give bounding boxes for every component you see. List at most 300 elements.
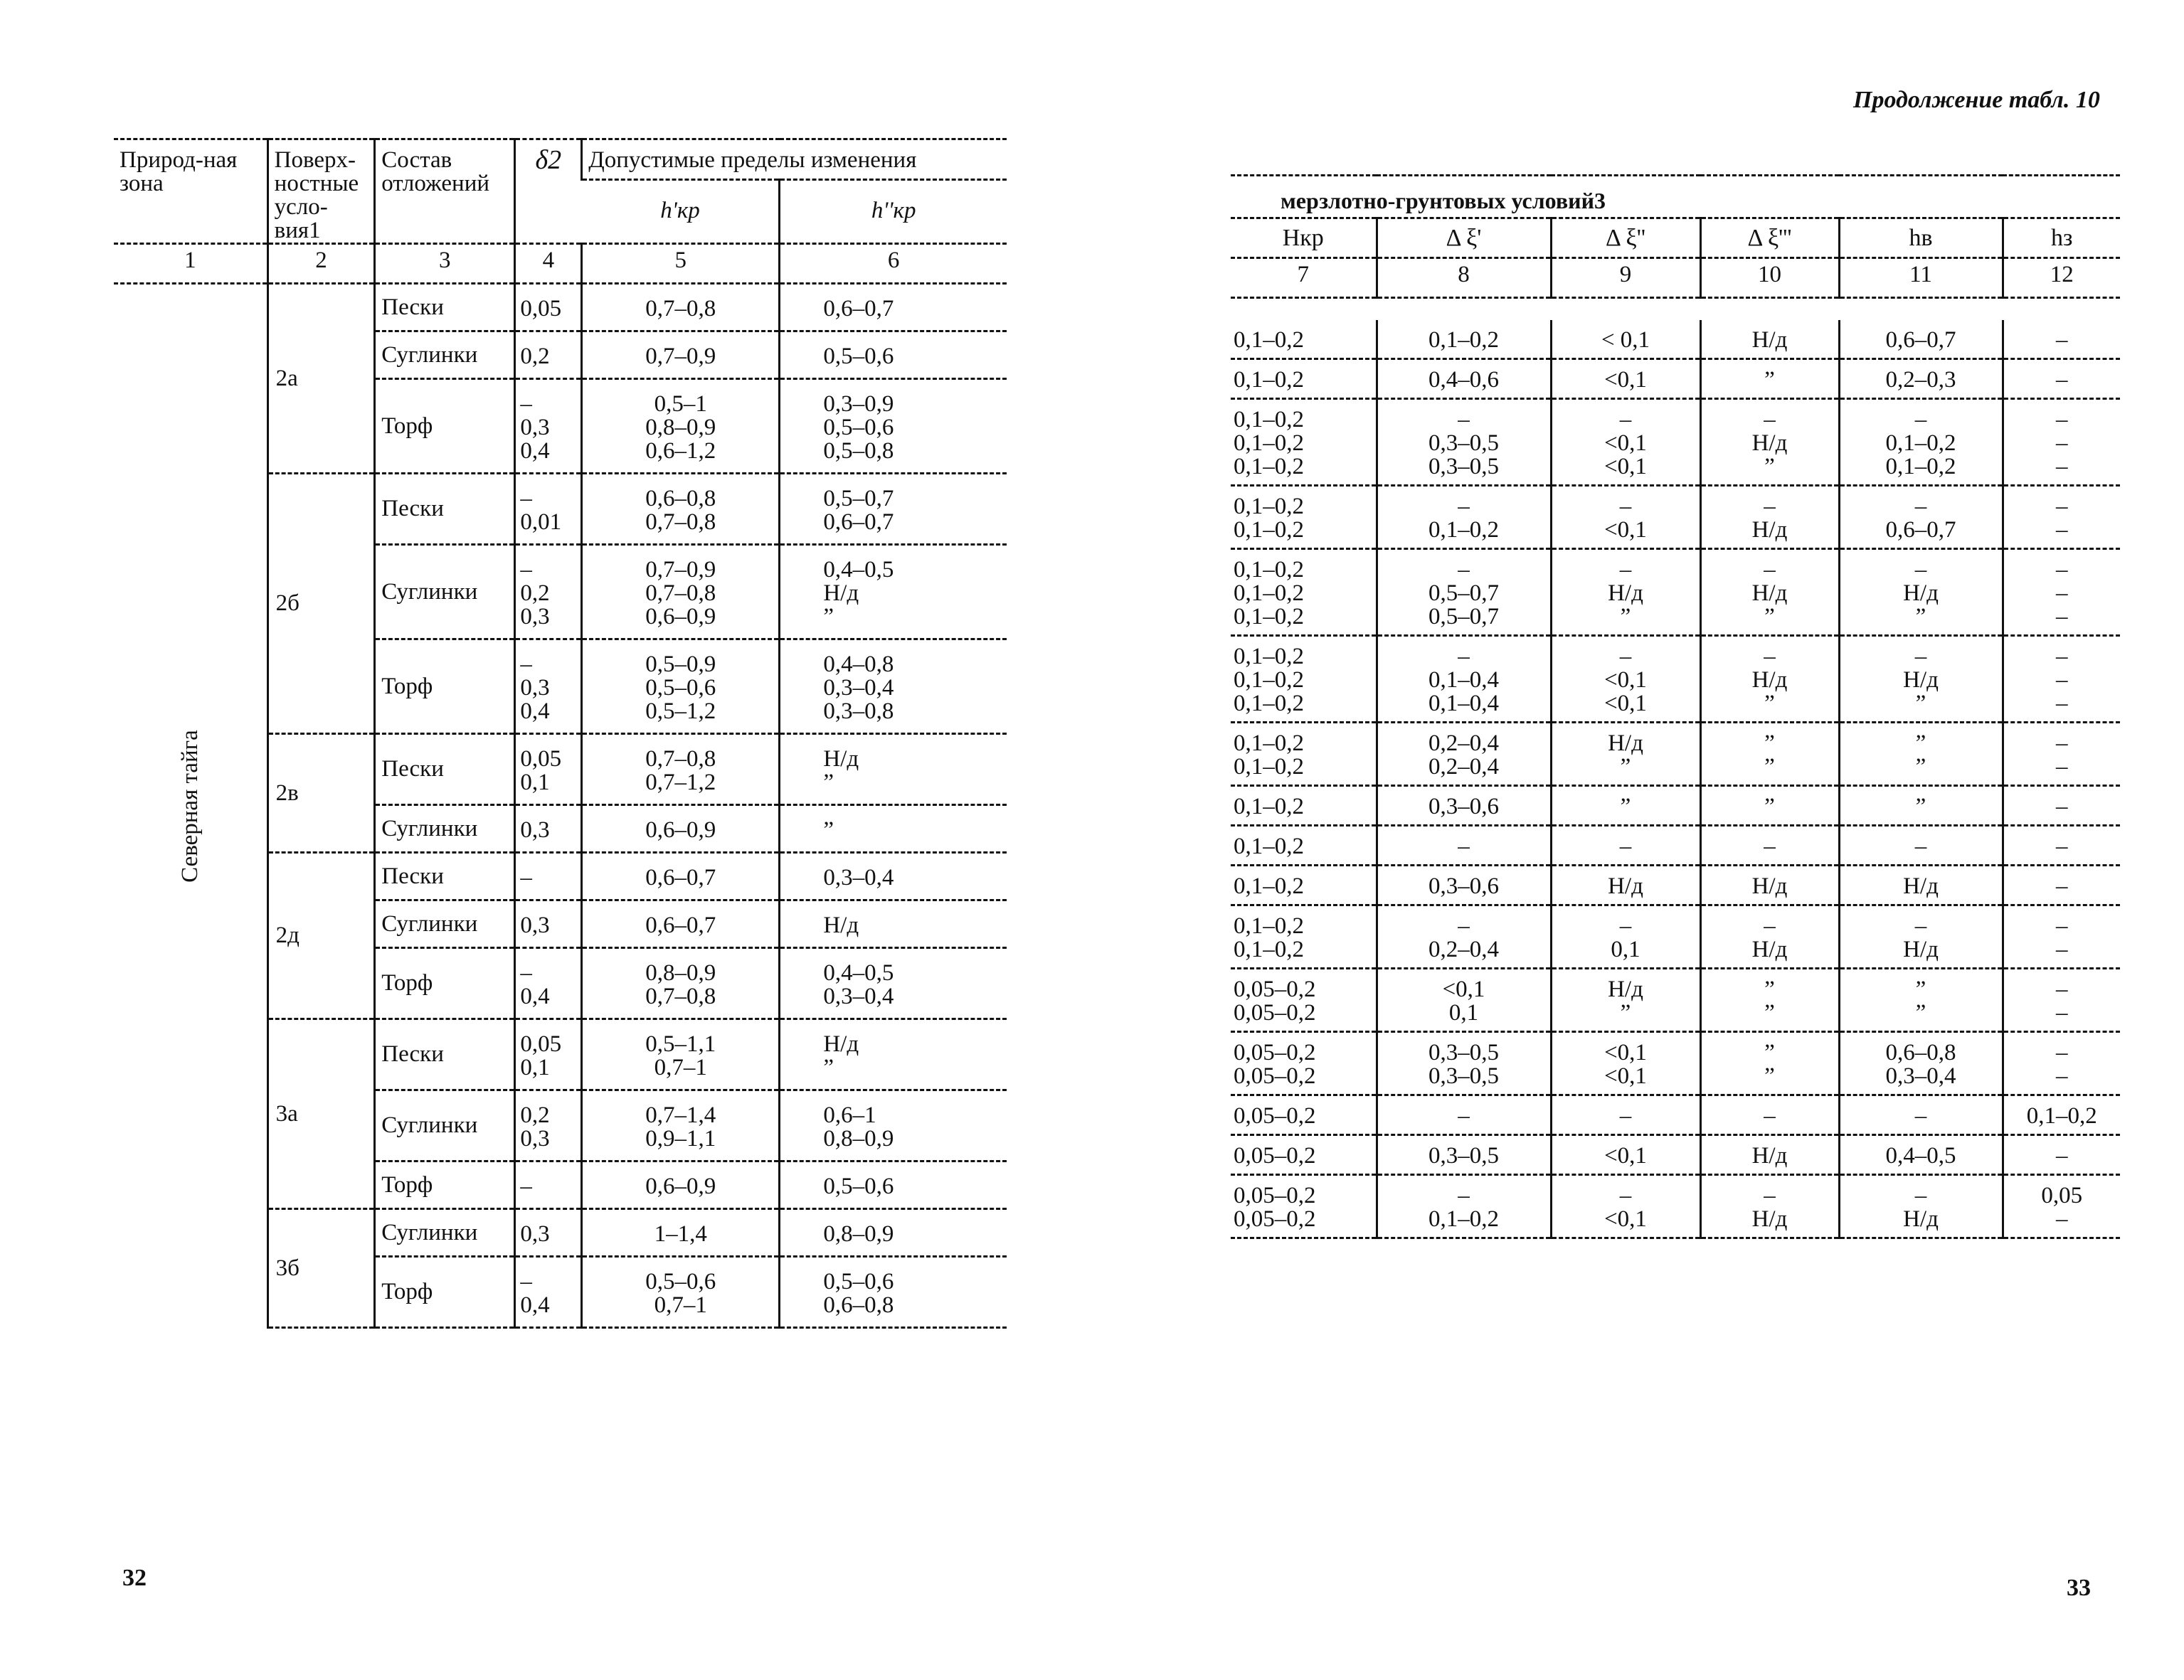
cell-line: 0,3–0,5: [1428, 1063, 1499, 1089]
cell-line: –: [2056, 691, 2068, 716]
table-cell: [1839, 399, 2003, 486]
h2-cell: [780, 379, 1007, 474]
cell-line: <0,1: [1604, 1063, 1647, 1089]
table-cell: [1231, 359, 1377, 399]
cell-line: 0,7–0,8: [645, 296, 716, 321]
table-cell: [1377, 1095, 1551, 1135]
cell-line: 0,5–0,6: [823, 1269, 894, 1294]
cell-line: 0,4: [520, 984, 550, 1009]
table-cell: [1231, 1095, 1377, 1135]
group-cell: 3б: [267, 1209, 375, 1328]
spacer-cell: [1231, 298, 1377, 321]
cell-line: Н/д: [1608, 580, 1643, 606]
cell-line: Н/д: [1903, 667, 1939, 693]
table-cell: [1700, 826, 1839, 866]
cell-line: 0,05: [520, 296, 562, 321]
table-cell: [1551, 969, 1700, 1032]
cell-line: –: [1458, 644, 1470, 669]
cell-line: –: [520, 1174, 532, 1199]
h2-cell: [780, 331, 1007, 379]
table-cell: [1377, 486, 1551, 549]
cell-line: <0,1: [1604, 1143, 1647, 1169]
table-row: [1231, 866, 2120, 905]
cell-line: –: [2056, 430, 2068, 456]
table-cell: [1839, 1095, 2003, 1135]
cell-line: <0,1: [1604, 691, 1647, 716]
cell-line: –: [1764, 834, 1776, 859]
table-cell: [2003, 786, 2120, 826]
table-cell: [1377, 636, 1551, 723]
cell-line: –: [1914, 494, 1927, 519]
cell-line: 0,7–0,8: [645, 580, 716, 606]
h2-cell: [780, 1019, 1007, 1090]
h2-cell: [780, 948, 1007, 1019]
cell-line: –: [520, 391, 532, 417]
cell-line: –: [1914, 834, 1927, 859]
h1-cell: [582, 639, 780, 734]
delta-cell: [515, 853, 582, 900]
table-cell: [1700, 1175, 1839, 1238]
table-row: [1231, 320, 2120, 359]
cell-line: –: [1914, 407, 1927, 432]
table-cell: [1377, 1135, 1551, 1175]
cell-line: 0,6–1: [823, 1102, 876, 1128]
cell-line: 0,1–0,2: [1885, 454, 1956, 479]
table-cell: [1700, 866, 1839, 905]
spacer-cell: [1551, 298, 1700, 321]
column-header: Hкр: [1231, 218, 1377, 258]
cell-line: ”: [1915, 1000, 1926, 1026]
table-cell: [2003, 486, 2120, 549]
cell-line: 0,8–0,9: [823, 1126, 894, 1152]
header-zone: Природ-ная зона: [114, 139, 267, 244]
h2-cell: [780, 734, 1007, 805]
cell-line: 0,6–0,7: [823, 509, 894, 535]
cell-line: –: [2056, 494, 2068, 519]
cell-line: 0,5–0,6: [645, 1269, 716, 1294]
cell-line: 0,3–0,5: [1428, 1040, 1499, 1065]
table-cell: [2003, 723, 2120, 786]
h1-cell: [582, 853, 780, 900]
cell-line: 0,4–0,8: [823, 652, 894, 677]
cell-line: –: [2056, 977, 2068, 1002]
cell-line: 0,1–0,2: [1234, 937, 1304, 962]
page-number: 33: [2067, 1575, 2091, 1601]
cell-line: –: [1914, 557, 1927, 583]
cell-line: ”: [1915, 691, 1926, 716]
cell-line: 0,2: [520, 580, 550, 606]
cell-line: 0,1–0,2: [1234, 754, 1304, 780]
cell-line: –: [1458, 1103, 1470, 1129]
cell-line: –: [2056, 407, 2068, 432]
column-number: 7: [1231, 258, 1377, 298]
cell-line: 0,1–0,2: [1234, 557, 1304, 583]
cell-line: 0,6–0,7: [1885, 517, 1956, 543]
cell-line: 0,6–0,9: [645, 604, 716, 629]
cell-line: –: [2056, 1040, 2068, 1065]
cell-line: 0,7–0,9: [645, 344, 716, 369]
cell-line: Н/д: [1751, 580, 1788, 606]
right-page: [1092, 0, 2184, 1680]
cell-line: 0,1–0,2: [1428, 1206, 1499, 1232]
table-row: [1231, 1032, 2120, 1095]
table-cell: [1231, 549, 1377, 636]
cell-line: Н/д: [823, 913, 859, 938]
cell-line: –: [1458, 1183, 1470, 1208]
table-cell: [1839, 723, 2003, 786]
cell-line: 0,6–1,2: [645, 438, 716, 464]
cell-line: –: [1764, 407, 1776, 432]
cell-line: ”: [1620, 1000, 1631, 1026]
cell-line: 0,1–0,2: [1428, 517, 1499, 543]
delta-cell: [515, 474, 582, 545]
h1-cell: [582, 1161, 780, 1209]
column-header: Δ ξ': [1377, 218, 1551, 258]
cell-line: ”: [1764, 794, 1775, 819]
column-number: 8: [1377, 258, 1551, 298]
column-header: hз: [2003, 218, 2120, 258]
cell-line: –: [2056, 834, 2068, 859]
cell-line: 0,05–0,2: [1234, 1206, 1316, 1232]
cell-line: –: [1619, 1183, 1632, 1208]
cell-line: –: [1914, 644, 1927, 669]
cell-line: 0,1–0,4: [1428, 667, 1499, 693]
cell-line: 0,1–0,2: [1428, 327, 1499, 353]
table-cell: [1700, 320, 1839, 359]
cell-line: ”: [823, 1055, 834, 1080]
cell-line: Н/д: [1751, 937, 1788, 962]
table-row: [1231, 826, 2120, 866]
cell-line: 0,5–1,1: [645, 1031, 716, 1057]
table-row: [1231, 486, 2120, 549]
cell-line: –: [520, 960, 532, 986]
table-cell: [1551, 399, 1700, 486]
h1-cell: [582, 948, 780, 1019]
cell-line: 0,8–0,9: [645, 960, 716, 986]
cell-line: –: [2056, 517, 2068, 543]
cell-line: <0,1: [1442, 977, 1485, 1002]
cell-line: 0,3–0,4: [823, 984, 894, 1009]
table-cell: [1231, 905, 1377, 969]
cell-line: 0,1–0,2: [2026, 1103, 2097, 1129]
column-header: hв: [1839, 218, 2003, 258]
cell-line: 0,1–0,4: [1428, 691, 1499, 716]
cell-line: <0,1: [1604, 430, 1647, 456]
cell-line: –: [1764, 1103, 1776, 1129]
cell-line: –: [2056, 730, 2068, 756]
cell-line: Н/д: [1751, 517, 1788, 543]
cell-line: 0,05: [520, 746, 562, 772]
table-cell: [1231, 1135, 1377, 1175]
column-number: 11: [1839, 258, 2003, 298]
cell-line: Н/д: [1751, 327, 1788, 353]
cell-line: –: [2056, 937, 2068, 962]
cell-line: –: [1764, 913, 1776, 939]
cell-line: 0,1: [1611, 937, 1640, 962]
cell-line: 0,3–0,4: [823, 865, 894, 890]
left-table: [114, 138, 1007, 1329]
cell-line: 0,3–0,4: [823, 675, 894, 701]
soil-cell: Суглинки: [375, 331, 515, 379]
cell-line: 0,5–0,6: [823, 344, 894, 369]
table-cell: [1700, 1095, 1839, 1135]
soil-cell: Суглинки: [375, 1209, 515, 1257]
cell-line: ”: [1764, 604, 1775, 629]
cell-line: Н/д: [1751, 1206, 1788, 1232]
h1-cell: [582, 1257, 780, 1328]
cell-line: 0,3–0,8: [823, 698, 894, 724]
cell-line: ”: [1915, 977, 1926, 1002]
table-cell: [1377, 320, 1551, 359]
table-cell: [1700, 1032, 1839, 1095]
soil-cell: Пески: [375, 474, 515, 545]
cell-line: 0,05–0,2: [1234, 1000, 1316, 1026]
cell-line: –: [1764, 1183, 1776, 1208]
cell-line: 0,1: [1448, 1000, 1479, 1026]
h2-cell: [780, 1209, 1007, 1257]
table-cell: [1377, 905, 1551, 969]
cell-line: 0,1–0,2: [1234, 873, 1304, 899]
h2-cell: [780, 805, 1007, 853]
table-cell: [1700, 359, 1839, 399]
table-cell: [1551, 905, 1700, 969]
delta-cell: [515, 545, 582, 639]
cell-line: 0,6–0,8: [645, 486, 716, 511]
cell-line: –: [2056, 1143, 2068, 1169]
table-cell: [1551, 1032, 1700, 1095]
h1-cell: [582, 1090, 780, 1161]
table-cell: [1839, 905, 2003, 969]
spacer-cell: [1377, 298, 1551, 321]
soil-cell: Суглинки: [375, 805, 515, 853]
cell-line: ”: [1764, 1040, 1775, 1065]
cell-line: –: [2056, 1063, 2068, 1089]
cell-line: Н/д: [1608, 730, 1643, 756]
cell-line: 0,5–0,7: [1428, 604, 1499, 629]
table-cell: [1700, 486, 1839, 549]
cell-line: –: [520, 652, 532, 677]
delta-cell: [515, 331, 582, 379]
cell-line: ”: [1620, 794, 1631, 819]
cell-line: ”: [1620, 754, 1631, 780]
soil-cell: Суглинки: [375, 545, 515, 639]
table-cell: [1551, 636, 1700, 723]
cell-line: <0,1: [1604, 454, 1647, 479]
h1-cell: [582, 805, 780, 853]
cell-line: –: [1619, 494, 1632, 519]
soil-cell: Суглинки: [375, 900, 515, 948]
table-cell: [1551, 320, 1700, 359]
cell-line: 0,1–0,2: [1234, 407, 1304, 432]
table-cell: [1839, 786, 2003, 826]
cell-line: 0,7–1,2: [645, 770, 716, 795]
column-header: Δ ξ'': [1551, 218, 1700, 258]
spacer-cell: [2003, 298, 2120, 321]
cell-line: 0,3–0,5: [1428, 1143, 1499, 1169]
cell-line: 0,4–0,5: [823, 557, 894, 583]
h1-cell: [582, 545, 780, 639]
cell-line: 0,7–0,8: [645, 746, 716, 772]
cell-line: 0,8–0,9: [645, 415, 716, 440]
zone-cell: [114, 284, 267, 1328]
table-cell: [1551, 486, 1700, 549]
cell-line: <0,1: [1604, 667, 1647, 693]
column-number: 1: [114, 244, 267, 284]
cell-line: ”: [1915, 730, 1926, 756]
cell-line: –: [1914, 913, 1927, 939]
table-cell: [1551, 1135, 1700, 1175]
cell-line: 0,5–1,2: [645, 698, 716, 724]
table-cell: [1839, 549, 2003, 636]
soil-cell: Торф: [375, 379, 515, 474]
cell-line: 0,05–0,2: [1234, 1063, 1316, 1089]
cell-line: –: [1619, 557, 1632, 583]
table-cell: [2003, 359, 2120, 399]
cell-line: –: [1458, 407, 1470, 432]
cell-line: –: [1914, 1103, 1927, 1129]
cell-line: 0,3: [520, 1126, 550, 1152]
header-surface: Поверх-ностные усло-вия1: [267, 139, 375, 244]
table-row: [1231, 1135, 2120, 1175]
cell-line: 0,1–0,2: [1234, 580, 1304, 606]
table-cell: [2003, 636, 2120, 723]
table-cell: [2003, 1135, 2120, 1175]
cell-line: Н/д: [1608, 977, 1643, 1002]
cell-line: 0,2–0,4: [1428, 730, 1499, 756]
cell-line: 0,3–0,6: [1428, 794, 1499, 819]
table-cell: [1231, 320, 1377, 359]
table-row: [1231, 399, 2120, 486]
cell-line: 1–1,4: [654, 1221, 707, 1247]
cell-line: –: [2056, 794, 2068, 819]
h1-cell: [582, 1019, 780, 1090]
column-number: 12: [2003, 258, 2120, 298]
delta-cell: [515, 734, 582, 805]
table-cell: [1551, 1175, 1700, 1238]
cell-line: Н/д: [1903, 1206, 1939, 1232]
table-cell: [1551, 826, 1700, 866]
cell-line: 0,6–0,8: [823, 1292, 894, 1318]
table-cell: [1700, 399, 1839, 486]
table-cell: [1700, 1135, 1839, 1175]
h2-cell: [780, 284, 1007, 331]
cell-line: < 0,1: [1601, 327, 1650, 353]
cell-line: ”: [823, 770, 834, 795]
cell-line: 0,5–0,7: [1428, 580, 1499, 606]
cell-line: 0,1–0,2: [1234, 494, 1304, 519]
cell-line: –: [1458, 557, 1470, 583]
h2-cell: [780, 853, 1007, 900]
delta-cell: [515, 284, 582, 331]
cell-line: 0,1–0,2: [1234, 913, 1304, 939]
cell-line: ”: [1915, 794, 1926, 819]
h1-cell: [582, 734, 780, 805]
cell-line: 0,5–0,7: [823, 486, 894, 511]
cell-line: 0,9–1,1: [645, 1126, 716, 1152]
cell-line: ”: [1764, 691, 1775, 716]
cell-line: 0,7–1: [654, 1292, 707, 1318]
h2-cell: [780, 1090, 1007, 1161]
cell-line: –: [2056, 454, 2068, 479]
delta-cell: [515, 1161, 582, 1209]
cell-line: 0,4: [520, 698, 550, 724]
cell-line: 0,6–0,7: [645, 865, 716, 890]
cell-line: ”: [823, 817, 834, 843]
cell-line: 0,7–0,8: [645, 984, 716, 1009]
table-cell: [1231, 826, 1377, 866]
soil-cell: Пески: [375, 734, 515, 805]
cell-line: –: [2056, 644, 2068, 669]
cell-line: 0,1–0,2: [1234, 667, 1304, 693]
cell-line: –: [1764, 644, 1776, 669]
cell-line: ”: [1764, 754, 1775, 780]
group-cell: 3а: [267, 1019, 375, 1209]
cell-line: 0,4: [520, 438, 550, 464]
cell-line: –: [2056, 557, 2068, 583]
cell-line: 0,1: [520, 770, 550, 795]
cell-line: 0,1–0,2: [1234, 517, 1304, 543]
h1-cell: [582, 379, 780, 474]
cell-line: ”: [1764, 730, 1775, 756]
cell-line: <0,1: [1604, 367, 1647, 393]
table-cell: [1377, 786, 1551, 826]
spacer-cell: [1839, 298, 2003, 321]
cell-line: 0,3: [520, 817, 550, 843]
table-cell: [2003, 1175, 2120, 1238]
cell-line: 0,2: [520, 344, 550, 369]
table-row: [1231, 549, 2120, 636]
cell-line: 0,3: [520, 675, 550, 701]
cell-line: –: [2056, 327, 2068, 353]
table-cell: [2003, 320, 2120, 359]
delta-cell: [515, 948, 582, 1019]
delta-cell: [515, 900, 582, 948]
cell-line: –: [520, 865, 532, 890]
cell-line: –: [2056, 754, 2068, 780]
cell-line: 0,05–0,2: [1234, 977, 1316, 1002]
delta-cell: [515, 1019, 582, 1090]
table-cell: [1231, 486, 1377, 549]
cell-line: –: [2056, 604, 2068, 629]
table-cell: [1231, 866, 1377, 905]
cell-line: 0,6–0,9: [645, 1174, 716, 1199]
delta-cell: [515, 1090, 582, 1161]
delta-cell: [515, 1257, 582, 1328]
cell-line: ”: [1764, 1063, 1775, 1089]
cell-line: 0,1–0,2: [1234, 327, 1304, 353]
cell-line: <0,1: [1604, 1040, 1647, 1065]
table-cell: [1839, 969, 2003, 1032]
cell-line: Н/д: [823, 746, 859, 772]
continuation-label: Продолжение табл. 10: [1853, 87, 2100, 113]
column-number: 4: [515, 244, 582, 284]
group-cell: 2д: [267, 853, 375, 1019]
soil-cell: Пески: [375, 853, 515, 900]
cell-line: Н/д: [823, 580, 859, 606]
spacer-row: [1231, 298, 2120, 321]
cell-line: 0,3–0,4: [1885, 1063, 1956, 1089]
cell-line: 0,6–0,8: [1885, 1040, 1956, 1065]
cell-line: –: [520, 1269, 532, 1294]
table-cell: [1839, 359, 2003, 399]
cell-line: 0,5–0,6: [645, 675, 716, 701]
cell-line: 0,05–0,2: [1234, 1040, 1316, 1065]
right-table: [1231, 174, 2120, 1239]
table-cell: [1231, 399, 1377, 486]
table-cell: [1839, 866, 2003, 905]
cell-line: Н/д: [1903, 937, 1939, 962]
h1-cell: [582, 474, 780, 545]
